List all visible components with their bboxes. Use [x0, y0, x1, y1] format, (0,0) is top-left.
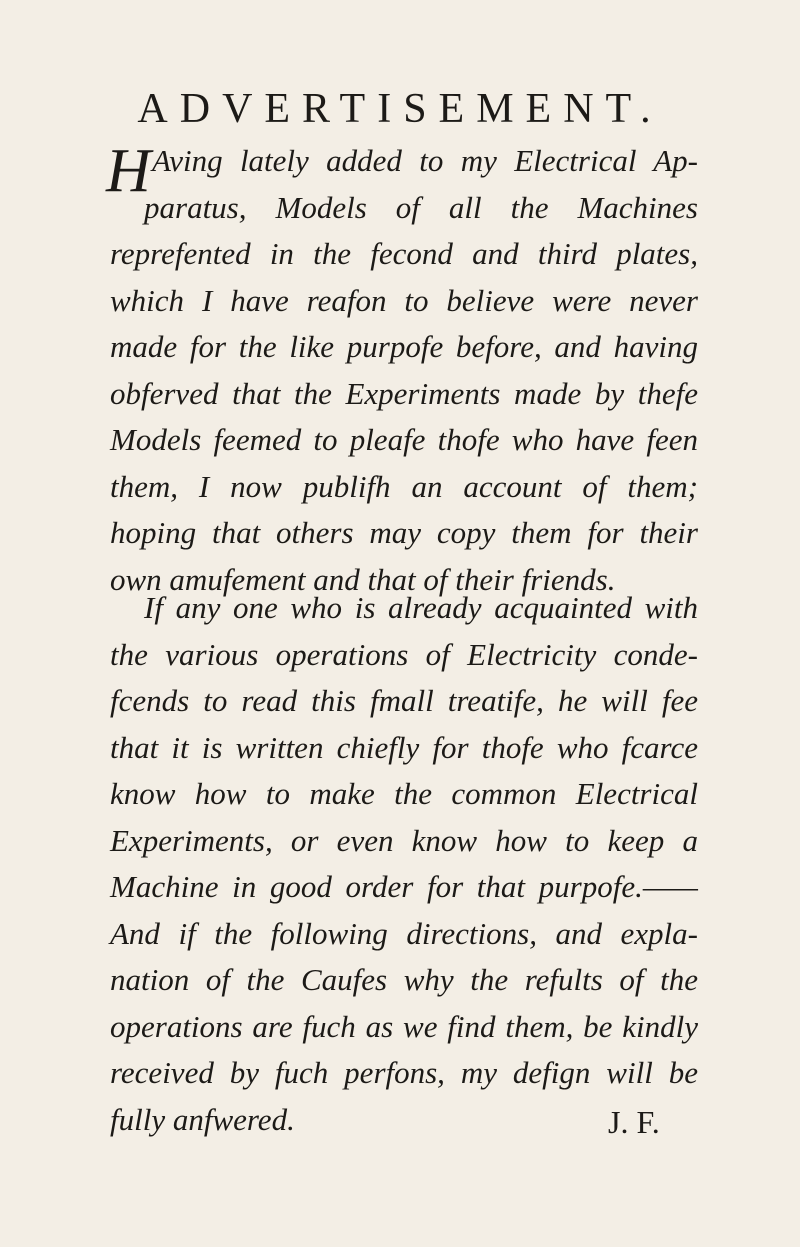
text-line: that it is written chiefly for thofe who fcarce [110, 729, 698, 765]
text-line: fully anfwered. [110, 1101, 295, 1137]
drop-cap: H [106, 137, 151, 205]
page-heading: ADVERTISEMENT. [137, 86, 663, 132]
text-line: hoping that others may copy them for their [110, 515, 698, 550]
text-line: paratus, Models of all the Machines [144, 189, 698, 225]
text-line: own amufement and that of their friends. [110, 561, 616, 597]
text-line: obferved that the Experiments made by thefe [110, 375, 698, 411]
text-line: fcends to read this fmall treatife, he will fee [110, 683, 698, 718]
text-line: nation of the Caufes why the refults of the [110, 962, 698, 997]
paragraph-2 [110, 585, 698, 1143]
text-line: Aving lately added to my Electrical Ap- [152, 143, 698, 178]
paragraph-1 [106, 137, 698, 603]
text-line: Models feemed to pleafe thofe who have feen [110, 422, 698, 457]
text-line: received by fuch perfons, my defign will be [110, 1055, 698, 1090]
author-signature: J. F. [608, 1104, 660, 1140]
text-line: If any one who is already acquainted with [144, 590, 698, 625]
text-line: which I have reafon to believe were never [110, 282, 698, 318]
text-line: Experiments, or even know how to keep a [110, 822, 698, 858]
text-line: operations are fuch as we find them, be kindly [110, 1008, 698, 1044]
text-line: reprefented in the fecond and third plates, [110, 236, 698, 271]
text-line: Machine in good order for that purpofe.—— [110, 869, 698, 904]
text-line: made for the like purpofe before, and having [110, 329, 698, 364]
text-line: them, I now publifh an account of them; [110, 468, 698, 504]
text-line: know how to make the common Electrical [110, 776, 698, 811]
text-line: And if the following directions, and expla- [110, 915, 698, 951]
text-line: the various operations of Electricity conde- [110, 636, 698, 672]
